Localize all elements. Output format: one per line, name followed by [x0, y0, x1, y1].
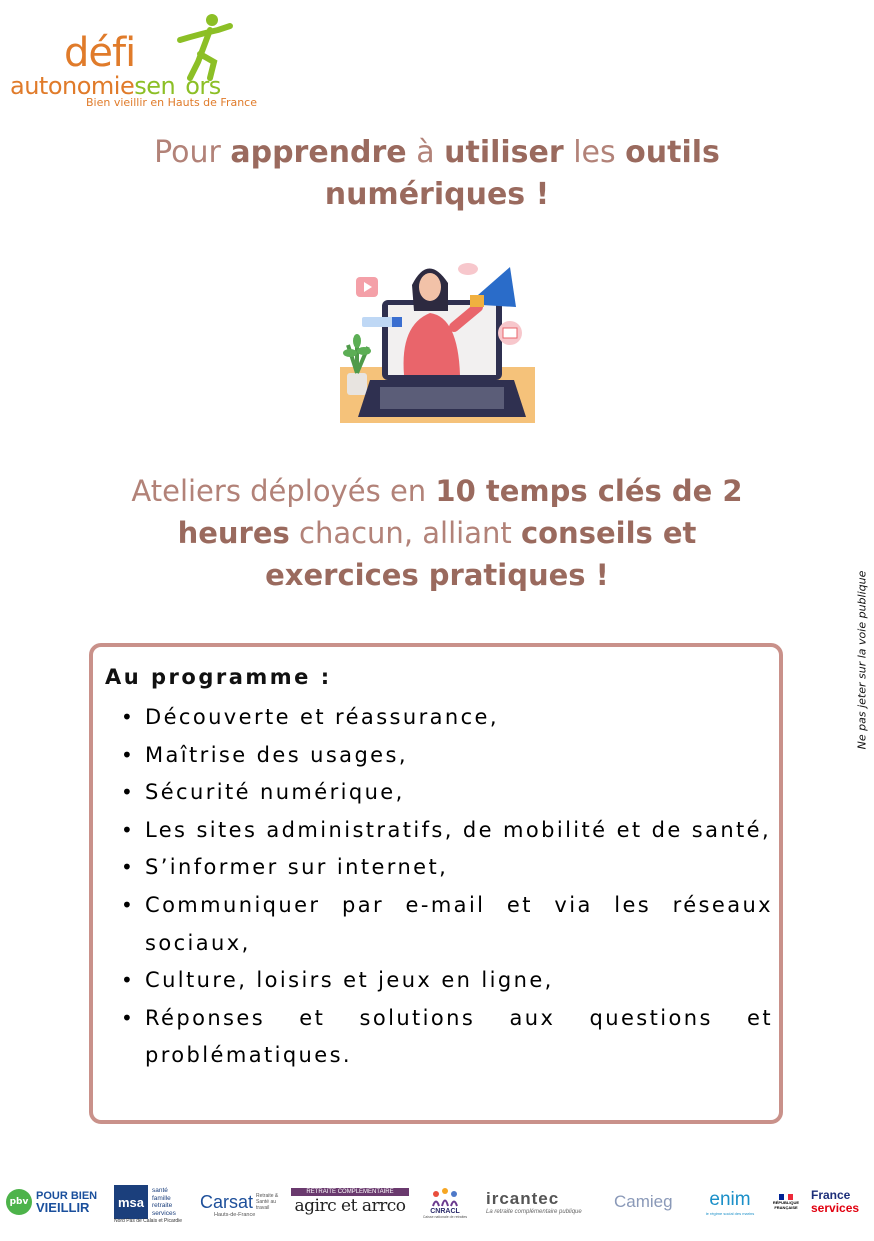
msa-logo — [114, 1180, 194, 1224]
program-item-discovery: • Découverte et réassurance, — [145, 699, 773, 737]
agirc-top-label: RETRAITE COMPLÉMENTAIRE — [291, 1188, 409, 1196]
agirc-name: agirc et arrco — [294, 1196, 406, 1216]
msa-badge-icon: msa — [114, 1185, 148, 1219]
headline1-text-3: les — [563, 135, 626, 170]
program-title: Au programme : — [105, 665, 332, 689]
headline-workshops-info — [100, 470, 774, 596]
logo-word-ors: ors — [185, 72, 221, 100]
carsat-side: Retraite & Santé au travail — [256, 1193, 279, 1211]
msa-line-1: santé — [152, 1187, 168, 1194]
program-item-communication: • Communiquer par e-mail et via les réseaux sociaux, — [145, 887, 773, 962]
ircantec-name: ircantec — [486, 1189, 560, 1208]
logo-tagline: Bien vieillir en Hauts de France — [86, 96, 257, 109]
pour-bien-vieillir-logo — [6, 1180, 97, 1224]
woman-laptop-megaphone-illustration — [330, 255, 545, 430]
cnracl-name: CNRACL — [430, 1207, 460, 1215]
program-list — [105, 699, 773, 1075]
carsat-logo — [200, 1180, 282, 1224]
side-note-disposal: Ne pas jeter sur la voie publique — [855, 570, 869, 750]
headline1-bold-3: outils numériques ! — [324, 135, 720, 212]
program-item-answers: • Réponses et solutions aux questions et problématiques. — [145, 1000, 773, 1075]
logo-word-sen: sen — [134, 72, 176, 100]
enim-name: enim — [709, 1188, 751, 1210]
camieg-name: Camieg — [614, 1192, 673, 1211]
headline1-bold-2: utiliser — [444, 135, 564, 170]
cnracl-sub: Caisse nationale de retraites — [422, 1214, 468, 1219]
rf-text: RÉPUBLIQUE FRANÇAISE — [772, 1200, 800, 1210]
republique-francaise-logo — [770, 1180, 802, 1224]
logo-word-autonomie: autonomie — [10, 72, 135, 100]
msa-line-3: retraite — [152, 1202, 173, 1209]
program-item-usage: • Maîtrise des usages, — [145, 737, 773, 775]
program-item-admin-sites: • Les sites administratifs, de mobilité et de santé, — [145, 812, 773, 850]
pbv-line1: POUR BIEN — [36, 1190, 98, 1202]
headline-learn-digital-tools — [100, 132, 774, 216]
headline1-text-2: à — [406, 135, 445, 170]
cnracl-logo — [420, 1180, 470, 1224]
camieg-logo — [614, 1180, 688, 1224]
msa-sub: Nord Pas de Calais et Picardie — [114, 1218, 183, 1224]
carsat-sub: Hauts-de-France — [214, 1212, 256, 1218]
logo-word-defi: défi — [64, 30, 136, 76]
ircantec-sub: La retraite complémentaire publique — [486, 1209, 582, 1215]
headline2-bold-2: conseils et exercices pratiques ! — [265, 516, 697, 592]
enim-logo — [696, 1180, 764, 1224]
headline2-text-1: Ateliers déployés en — [131, 474, 436, 508]
program-item-culture: • Culture, loisirs et jeux en ligne, — [145, 962, 773, 1000]
program-box — [89, 643, 783, 1124]
cnracl-people-icon — [430, 1186, 460, 1208]
agirc-arrco-logo — [290, 1180, 410, 1224]
headline2-bold-1: 10 temps clés de 2 heures — [177, 474, 743, 550]
headline2-text-2: chacun, alliant — [289, 516, 521, 550]
headline1-bold-1: apprendre — [230, 135, 407, 170]
france-services-logo — [811, 1180, 871, 1224]
headline1-text-1: Pour — [154, 135, 231, 170]
carsat-name: Carsat — [200, 1191, 254, 1212]
pbv-line2: VIEILLIR — [36, 1200, 90, 1215]
enim-sub: le régime social des marins — [705, 1210, 755, 1216]
msa-line-4: services — [152, 1209, 176, 1217]
pbv-circle-icon: pbv — [6, 1189, 32, 1215]
fs-line2: services — [811, 1201, 860, 1215]
defi-autonomie-seniors-logo — [8, 12, 258, 112]
program-item-internet-info: • S’informer sur internet, — [145, 849, 773, 887]
ircantec-logo — [486, 1180, 606, 1224]
msa-line-2: famille — [152, 1194, 171, 1202]
program-item-security: • Sécurité numérique, — [145, 774, 773, 812]
fs-line1: France — [811, 1188, 851, 1202]
